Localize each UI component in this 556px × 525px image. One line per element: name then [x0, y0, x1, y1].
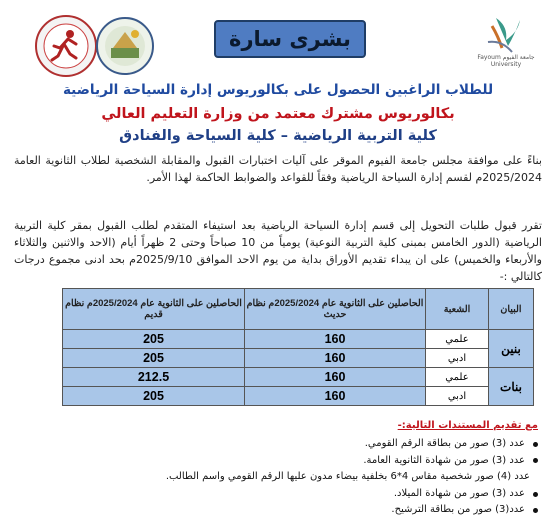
- heading-line-3: كلية التربية الرياضية – كلية السياحة والفنادق: [119, 128, 437, 144]
- old-system-score: 205: [63, 349, 245, 368]
- good-news-banner: بشرى سارة: [214, 20, 366, 58]
- gender-cell: بنين: [489, 330, 534, 368]
- table-row: [63, 368, 534, 387]
- sports-faculty-logo-icon: [34, 14, 98, 78]
- header-new-system: الحاصلين على الثانوية عام 2025/2024م نظام حديث: [245, 289, 426, 330]
- bullet-icon: [533, 442, 538, 447]
- header-track: الشعبة: [426, 289, 489, 330]
- table-header-row: [63, 289, 534, 330]
- fayoum-university-logo-icon: [468, 12, 544, 82]
- document-text: عدد (3) صور من شهادة الميلاد.: [393, 487, 525, 499]
- required-documents-list: [165, 436, 538, 519]
- old-system-score: 205: [63, 387, 245, 406]
- minimum-scores-table: [62, 288, 534, 406]
- university-logo-text: جامعة الفيوم Fayoum University: [477, 54, 535, 68]
- document-text: عدد (4) صور شخصية مقاس 4*6 بخلفية بيضاء مدون عليها الرقم القومي واسم الطالب.: [165, 471, 530, 483]
- new-system-score: 160: [245, 330, 426, 349]
- list-item: [165, 469, 538, 486]
- document-text: عدد (3) صور من شهادة الثانوية العامة.: [363, 454, 525, 466]
- paragraph-approval: بناءً على موافقة مجلس جامعة الفيوم الموقر على آليات اختبارات القبول والمقابلة الشخصية لطلاب الثانوية العامة 2025/2024م لقسم إدارة السياحة الرياضية وفقاً للقواعد والضوابط الحاكمة لهذا الأمر.: [14, 154, 542, 184]
- table-row: [63, 387, 534, 406]
- document-text: عدد(3) صور من بطاقة الترشيح.: [391, 504, 525, 516]
- heading-line-2: بكالوريوس مشترك معتمد من وزارة التعليم العالي: [101, 106, 455, 122]
- track-cell: علمي: [426, 330, 489, 349]
- paragraph-transfer: تقرر قبول طلبات التحويل إلى قسم إدارة السياحة الرياضية بعد استيفاء المتقدم لطلب القبول بمقر كلية التربية الرياضية (الدور الخامس بمبنى كلية التربية النوعية) يومياً من 10 صباحاً وحتى 2 ظهراً أيام (الاحد والاثنين والثلاثاء والأربعاء والخميس) على ان يبداء تقديم الأوراق بداية من يوم الاحد الموافق 2025/9/10م بحد ادنى مجموع درجات كالتالي :-: [14, 219, 542, 283]
- bullet-icon: [533, 492, 538, 497]
- new-system-score: 160: [245, 368, 426, 387]
- new-system-score: 160: [245, 387, 426, 406]
- list-item: [238, 486, 538, 503]
- bullet-icon: [533, 508, 538, 513]
- heading-line-1: للطلاب الراغبين الحصول على بكالوريوس إدارة السياحة الرياضية: [62, 82, 494, 98]
- header-old-system: الحاصلين على الثانوية عام 2025/2024م نظام قديم: [63, 289, 245, 330]
- document-text: عدد (3) صور من بطاقة الرقم القومي.: [364, 438, 525, 449]
- gender-cell: بنات: [489, 368, 534, 406]
- header-statement: البيان: [489, 289, 534, 330]
- track-cell: علمي: [426, 368, 489, 387]
- old-system-score: 212.5: [63, 368, 245, 387]
- table-row: [63, 330, 534, 349]
- list-item: [238, 436, 538, 453]
- list-item: [238, 502, 538, 519]
- list-item: [238, 453, 538, 470]
- track-cell: ادبي: [426, 387, 489, 406]
- table-row: [63, 349, 534, 368]
- bullet-icon: [533, 458, 538, 463]
- tourism-faculty-logo-icon: [95, 14, 155, 78]
- old-system-score: 205: [63, 330, 245, 349]
- track-cell: ادبي: [426, 349, 489, 368]
- required-documents-title: مع تقديم المستندات التالية:-: [397, 420, 538, 431]
- new-system-score: 160: [245, 349, 426, 368]
